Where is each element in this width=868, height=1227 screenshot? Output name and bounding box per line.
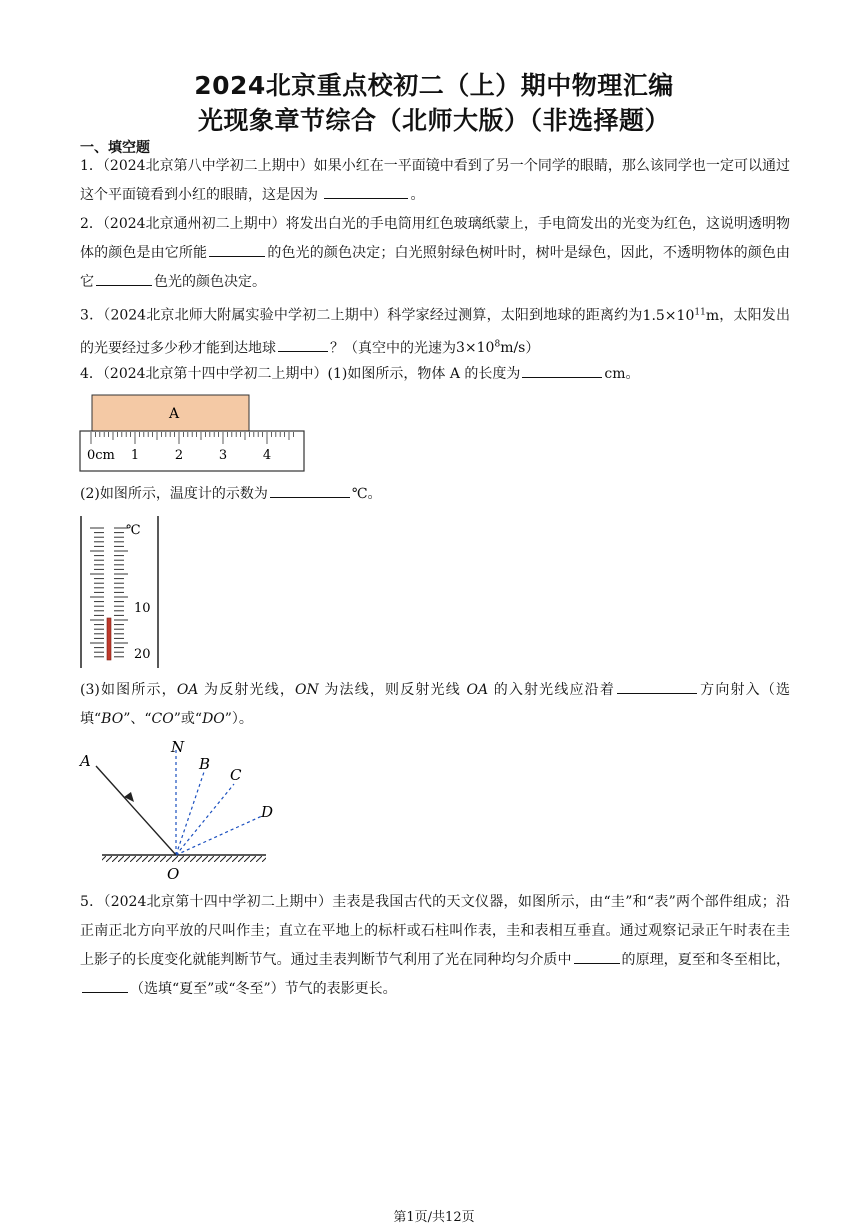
reflection-figure [76,736,276,884]
q4-oa-label-2: OA [466,682,489,698]
section-heading: 一、填空题 [80,140,150,156]
point-a-label: A [80,752,91,770]
page-subtitle: 光现象章节综合（北师大版）（非选择题） [197,106,670,135]
point-d-label: D [261,803,274,821]
page-footer: 第1页/共12页 [393,1210,475,1225]
ruler-label-3: 3 [218,448,228,463]
thermometer-figure [76,514,166,670]
ruler-label-0: 0cm [87,448,115,463]
thermometer-unit: ℃ [126,523,141,538]
q4-length-blank[interactable] [522,361,602,378]
q4-direction-blank[interactable] [617,677,697,694]
q3-text-1: 3．（2024北京北师大附属实验中学初二上期中）科学家经过测算，太阳到地球的距离约为 [80,307,643,324]
q4-text-3a: (3)如图所示， [80,682,177,698]
q1-end: 。 [410,187,425,203]
object-a-label: A [168,406,180,422]
page-title: 2024北京重点校初二（上）期中物理汇编 [194,71,674,100]
q1-text: 1．（2024北京第八中学初二上期中）如果小红在一平面镜中看到了另一个同学的眼睛，那么该同学也一定可以通过这个平面镜看到小红的眼睛，这是因为 [80,158,790,203]
question-3 [80,298,790,363]
question-1 [80,152,790,210]
point-b-label: B [199,755,211,773]
ruler-figure [78,392,310,474]
reflected-ray-oa [96,766,176,855]
q5-text-2: 的原理，夏至和冬至相比， [621,952,791,968]
q3-text-2: ，太阳发出的光要经过多少秒才能到达地球 [80,307,790,357]
q5-text-1: 5．（2024北京第十四中学初二上期中）圭表是我国古代的天文仪器，如图所示，由“圭”和“表”两个部件组成；沿正南正北方向平放的尺叫作圭；直立在平地上的标杆或石柱叫作表，圭和表相互垂直。通过观察记录正午时表在圭上影子的长度变化就能判断节气。通过圭表判断节气利用了光在同种均匀介质中 [80,894,790,968]
q3-text-4: ） [525,340,540,357]
q4-text-1-end: cm。 [604,366,640,382]
ruler-label-4: 4 [262,448,272,463]
q4-text-2: (2)如图所示，温度计的示数为 [80,486,268,502]
light-speed: $3\times 10^8m/s$ [456,339,526,357]
q3-answer-blank[interactable] [278,335,328,352]
thermometer-liquid [107,618,111,660]
q4-temperature-blank[interactable] [270,481,350,498]
question-2 [80,210,790,297]
ray-option-co [176,784,234,855]
q2-answer-blank-1[interactable] [209,240,265,257]
point-c-label: C [230,766,242,784]
q4-text-3g: ”或“ [173,711,203,727]
q5-text-3: （选填“夏至”或“冬至”）节气的表影更长。 [130,981,397,997]
sun-earth-distance: $1.5\times 10^{11}m$ [642,307,720,324]
question-4-part-2 [80,480,790,509]
q4-do-option: DO [202,711,225,727]
q1-answer-blank[interactable] [324,182,408,199]
q4-text-3c: 为法线，则反射光线 [318,682,467,698]
question-4-part-1 [80,360,790,389]
q2-text-2: 的色光的颜色决定；白光照射绿色树叶时，树叶是绿色，因此，不透明物体的颜色由它 [80,245,791,290]
thermometer-label-10: 10 [134,601,151,616]
q4-on-label: ON [295,682,319,698]
q4-text-3f: ”、“ [123,711,152,727]
q4-text-3b: 为反射光线， [198,682,296,698]
ruler-label-2: 2 [174,448,184,463]
q4-text-1: 4．（2024北京第十四中学初二上期中）(1)如图所示，物体 A 的长度为 [80,366,521,382]
q4-bo-option: BO [101,711,124,727]
mirror-hatching [102,856,266,862]
q3-text-3: ？（真空中的光速为 [330,340,456,357]
ray-option-bo [176,772,204,855]
q4-text-2-end: ℃。 [351,486,382,502]
q2-text-1: 2．（2024北京通州初二上期中）将发出白光的手电筒用红色玻璃纸蒙上，手电筒发出的光变为红色，这说明透明物体的颜色是由它所能 [80,216,790,261]
ray-option-do [176,816,262,855]
q4-text-3d: 的入射光线应沿着 [488,682,616,698]
question-4-part-3 [80,676,790,734]
question-5 [80,888,790,1004]
ruler-label-1: 1 [130,448,140,463]
ray-arrow-icon [124,792,134,802]
point-o-label: O [167,865,180,883]
thermometer-label-20: 20 [134,647,151,662]
q4-text-3e: 方向射入（选填“ [80,682,791,727]
q2-text-3: 色光的颜色决定。 [154,274,266,290]
point-n-label: N [171,738,185,756]
q4-text-3h: ”）。 [224,711,253,727]
q4-oa-label: OA [176,682,199,698]
q5-answer-blank-1[interactable] [574,947,620,964]
q2-answer-blank-2[interactable] [96,269,152,286]
q5-answer-blank-2[interactable] [82,976,128,993]
q4-co-option: CO [151,711,174,727]
